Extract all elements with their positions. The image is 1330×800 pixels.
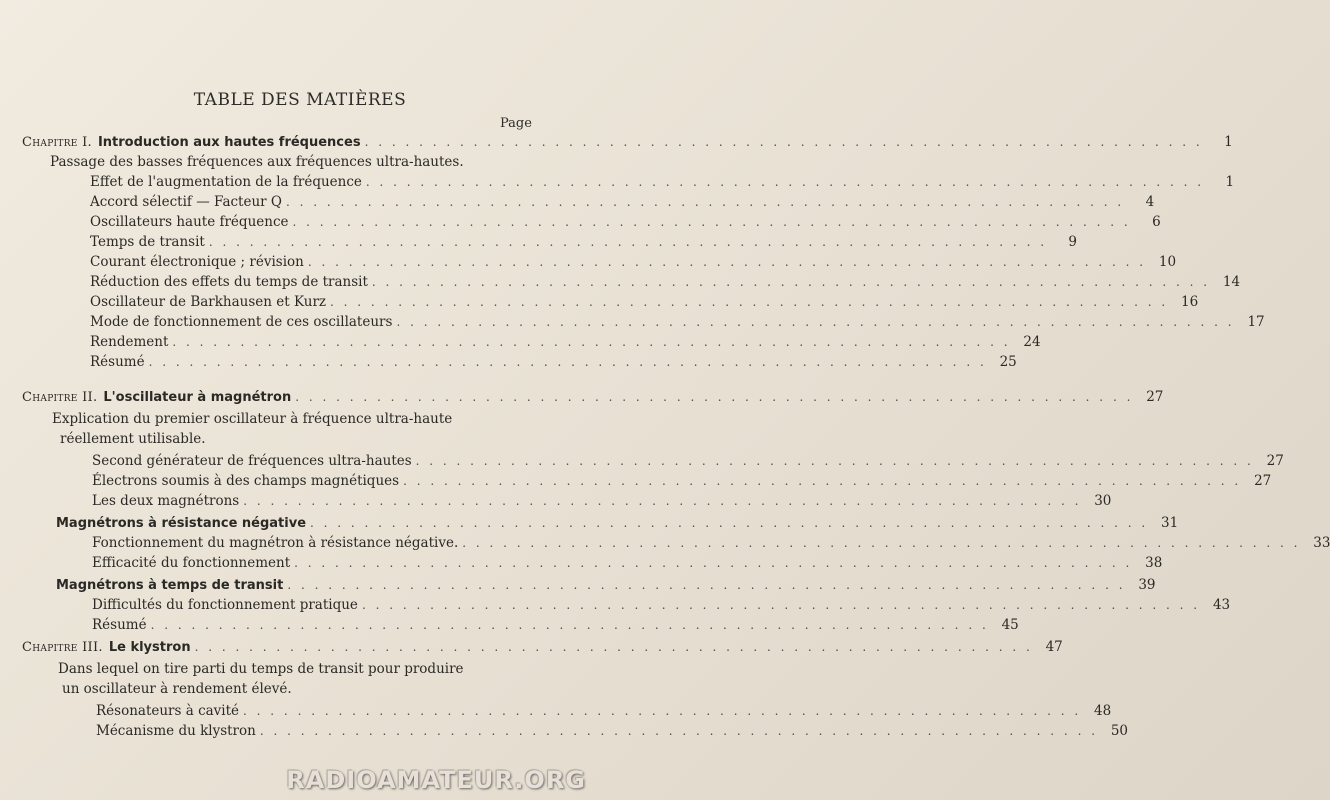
toc-entry-page: 27 bbox=[1254, 473, 1272, 489]
toc-entry-page: 1 bbox=[1225, 174, 1235, 190]
chapter-2-desc: Explication du premier oscillateur à fréquence ultra-haute bbox=[52, 411, 453, 427]
toc-entry bbox=[92, 554, 1163, 572]
leader-dots: . . . . . . . . . . . . . . . . . . . . . . . . . . . . . . . . . . . . . . . . . . . . . . . . . . . . . . . . . . . . . . bbox=[361, 598, 1201, 612]
toc-entry bbox=[96, 702, 1112, 720]
toc-entry-text: Résonateurs à cavité bbox=[96, 703, 240, 719]
toc-entry-text: Les deux magnétrons bbox=[92, 493, 240, 509]
watermark-text: RADIOAMATEUR.ORG bbox=[286, 766, 586, 794]
toc-entry-text: Courant électronique ; révision bbox=[90, 254, 304, 270]
chapter-3-desc: un oscillateur à rendement élevé. bbox=[62, 681, 292, 697]
leader-dots: . . . . . . . . . . . . . . . . . . . . . . . . . . . . . . . . . . . . . . . . . . . . . . . . . . . . . . . . . . . . . . bbox=[310, 516, 1149, 530]
toc-entry-page: 14 bbox=[1222, 274, 1241, 290]
toc-entry bbox=[90, 233, 1078, 251]
toc-entry-text: Second générateur de fréquences ultra-hautes bbox=[92, 453, 412, 469]
toc-entry-page: 43 bbox=[1212, 597, 1231, 613]
section-page: 39 bbox=[1138, 577, 1156, 593]
leader-dots: . . . . . . . . . . . . . . . . . . . . . . . . . . . . . . . . . . . . . . . . . . . . . . . . . . . . . . . . . . . . . . bbox=[371, 275, 1211, 289]
toc-entry bbox=[90, 293, 1199, 311]
toc-entry-page: 6 bbox=[1152, 214, 1161, 230]
toc-entry-text: Temps de transit bbox=[90, 234, 205, 250]
toc-entry-page: 16 bbox=[1181, 294, 1199, 310]
chapter-2-page: 27 bbox=[1146, 389, 1164, 405]
leader-dots: . . . . . . . . . . . . . . . . . . . . . . . . . . . . . . . . . . . . . . . . . . . . . . . . . . . . . . . . . . . . . . bbox=[172, 335, 1011, 349]
toc-entry-text: Réduction des effets du temps de transit bbox=[90, 274, 368, 290]
toc-entry-page: 4 bbox=[1145, 194, 1155, 210]
page-title: TABLE DES MATIÈRES bbox=[193, 90, 407, 110]
toc-entry-text: Résumé bbox=[92, 617, 147, 633]
toc-entry bbox=[92, 596, 1231, 614]
leader-dots: . . . . . . . . . . . . . . . . . . . . . . . . . . . . . . . . . . . . . . . . . . . . . . . . . . . . . . . . . . . . . . bbox=[365, 175, 1205, 189]
toc-entry bbox=[90, 253, 1177, 271]
toc-entry-text: Efficacité du fonctionnement bbox=[92, 555, 291, 571]
chapter-2-label: Chapitre II. bbox=[22, 390, 98, 405]
chapter-1-desc: Passage des basses fréquences aux fréquences ultra-hautes. bbox=[50, 154, 464, 170]
chapter-3-desc: Dans lequel on tire parti du temps de transit pour produire bbox=[58, 661, 464, 677]
toc-entry bbox=[92, 616, 1019, 634]
section-title: Magnétrons à résistance négative bbox=[56, 516, 307, 531]
chapter-1-title: Introduction aux hautes fréquences bbox=[97, 135, 361, 150]
chapter-3-page: 47 bbox=[1045, 639, 1063, 655]
toc-entry-text: Difficultés du fonctionnement pratique bbox=[92, 597, 358, 613]
toc-entry-page: 24 bbox=[1023, 334, 1041, 350]
chapter-3-label: Chapitre III. bbox=[22, 640, 103, 655]
toc-entry-page: 33 bbox=[1313, 535, 1330, 551]
toc-entry bbox=[96, 722, 1129, 740]
leader-dots: . . . . . . . . . . . . . . . . . . . . . . . . . . . . . . . . . . . . . . . . . . . . . . . . . . . . . . . . . . . . . . bbox=[259, 724, 1099, 738]
leader-dots: . . . . . . . . . . . . . . . . . . . . . . . . . . . . . . . . . . . . . . . . . . . . . . . . . . . . . . . . . . . . . . bbox=[295, 390, 1134, 404]
chapter-1-label: Chapitre I. bbox=[22, 135, 92, 150]
section-heading bbox=[56, 514, 1179, 533]
toc-entry-text: Rendement bbox=[90, 334, 169, 350]
toc-entry bbox=[90, 333, 1041, 351]
leader-dots: . . . . . . . . . . . . . . . . . . . . . . . . . . . . . . . . . . . . . . . . . . . . . . . . . . . . . . . . . . . . . . bbox=[208, 235, 1048, 249]
toc-entry-page: 9 bbox=[1068, 234, 1078, 250]
leader-dots: . . . . . . . . . . . . . . . . . . . . . . . . . . . . . . . . . . . . . . . . . . . . . . . . . . . . . . . . . . . . . . bbox=[194, 640, 1033, 654]
page-column-label: Page bbox=[500, 116, 532, 131]
leader-dots: . . . . . . . . . . . . . . . . . . . . . . . . . . . . . . . . . . . . . . . . . . . . . . . . . . . . . . . . . . . . . . bbox=[364, 135, 1203, 149]
leader-dots: . . . . . . . . . . . . . . . . . . . . . . . . . . . . . . . . . . . . . . . . . . . . . . . . . . . . . . . . . . . . . . bbox=[294, 556, 1133, 570]
leader-dots: . . . . . . . . . . . . . . . . . . . . . . . . . . . . . . . . . . . . . . . . . . . . . . . . . . . . . . . . . . . . . . bbox=[150, 618, 989, 632]
toc-entry bbox=[92, 534, 1330, 552]
leader-dots: . . . . . . . . . . . . . . . . . . . . . . . . . . . . . . . . . . . . . . . . . . . . . . . . . . . . . . . . . . . . . . bbox=[148, 355, 987, 369]
toc-entry-text: Oscillateur de Barkhausen et Kurz bbox=[90, 294, 327, 310]
chapter-2-title: L'oscillateur à magnétron bbox=[103, 390, 292, 405]
section-page: 31 bbox=[1161, 515, 1179, 531]
toc-entry bbox=[92, 452, 1284, 470]
leader-dots: . . . . . . . . . . . . . . . . . . . . . . . . . . . . . . . . . . . . . . . . . . . . . . . . . . . . . . . . . . . . . . bbox=[243, 494, 1082, 508]
toc-entry-text: Accord sélectif — Facteur Q bbox=[90, 194, 282, 210]
leader-dots: . . . . . . . . . . . . . . . . . . . . . . . . . . . . . . . . . . . . . . . . . . . . . . . . . . . . . . . . . . . . . . bbox=[330, 295, 1169, 309]
leader-dots: . . . . . . . . . . . . . . . . . . . . . . . . . . . . . . . . . . . . . . . . . . . . . . . . . . . . . . . . . . . . . . bbox=[243, 704, 1082, 718]
toc-entry-page: 10 bbox=[1158, 254, 1177, 270]
chapter-3-title: Le klystron bbox=[108, 640, 191, 655]
section-heading bbox=[56, 576, 1156, 595]
chapter-3-heading bbox=[22, 638, 1063, 657]
toc-entry-text: Oscillateurs haute fréquence bbox=[90, 214, 289, 230]
leader-dots: . . . . . . . . . . . . . . . . . . . . . . . . . . . . . . . . . . . . . . . . . . . . . . . . . . . . . . . . . . . . . . bbox=[462, 536, 1301, 550]
toc-entry-text: Fonctionnement du magnétron à résistance négative. bbox=[92, 535, 459, 551]
toc-entry bbox=[90, 173, 1235, 191]
toc-entry-text: Mode de fonctionnement de ces oscillateurs bbox=[90, 314, 393, 330]
leader-dots: . . . . . . . . . . . . . . . . . . . . . . . . . . . . . . . . . . . . . . . . . . . . . . . . . . . . . . . . . . . . . . bbox=[415, 454, 1254, 468]
leader-dots: . . . . . . . . . . . . . . . . . . . . . . . . . . . . . . . . . . . . . . . . . . . . . . . . . . . . . . . . . . . . . . bbox=[307, 255, 1147, 269]
chapter-1-heading bbox=[22, 133, 1233, 152]
toc-entry bbox=[90, 313, 1265, 331]
toc-entry-page: 27 bbox=[1266, 453, 1284, 469]
toc-entry bbox=[92, 472, 1272, 490]
toc-entry-page: 38 bbox=[1145, 555, 1163, 571]
toc-entry-page: 17 bbox=[1247, 314, 1265, 330]
toc-entry bbox=[92, 492, 1112, 510]
leader-dots: . . . . . . . . . . . . . . . . . . . . . . . . . . . . . . . . . . . . . . . . . . . . . . . . . . . . . . . . . . . . . . bbox=[287, 578, 1126, 592]
toc-entry-text: Mécanisme du klystron bbox=[96, 723, 256, 739]
leader-dots: . . . . . . . . . . . . . . . . . . . . . . . . . . . . . . . . . . . . . . . . . . . . . . . . . . . . . . . . . . . . . . bbox=[292, 215, 1131, 229]
toc-entry-page: 48 bbox=[1094, 703, 1112, 719]
toc-entry bbox=[90, 193, 1155, 211]
toc-entry-page: 50 bbox=[1110, 723, 1129, 739]
toc-entry-text: Effet de l'augmentation de la fréquence bbox=[90, 174, 362, 190]
leader-dots: . . . . . . . . . . . . . . . . . . . . . . . . . . . . . . . . . . . . . . . . . . . . . . . . . . . . . . . . . . . . . . bbox=[285, 195, 1125, 209]
leader-dots: . . . . . . . . . . . . . . . . . . . . . . . . . . . . . . . . . . . . . . . . . . . . . . . . . . . . . . . . . . . . . . bbox=[396, 315, 1235, 329]
chapter-1-page: 1 bbox=[1224, 134, 1233, 150]
chapter-2-heading bbox=[22, 388, 1164, 407]
toc-entry bbox=[90, 213, 1161, 231]
toc-entry-page: 25 bbox=[999, 354, 1017, 370]
toc-entry-page: 45 bbox=[1001, 617, 1019, 633]
toc-entry bbox=[90, 353, 1017, 371]
toc-entry bbox=[90, 273, 1241, 291]
chapter-2-desc: réellement utilisable. bbox=[60, 431, 206, 447]
toc-entry-page: 30 bbox=[1094, 493, 1112, 509]
leader-dots: . . . . . . . . . . . . . . . . . . . . . . . . . . . . . . . . . . . . . . . . . . . . . . . . . . . . . . . . . . . . . . bbox=[403, 474, 1242, 488]
toc-entry-text: Électrons soumis à des champs magnétiques bbox=[92, 473, 400, 489]
section-title: Magnétrons à temps de transit bbox=[56, 578, 284, 593]
toc-entry-text: Résumé bbox=[90, 354, 145, 370]
